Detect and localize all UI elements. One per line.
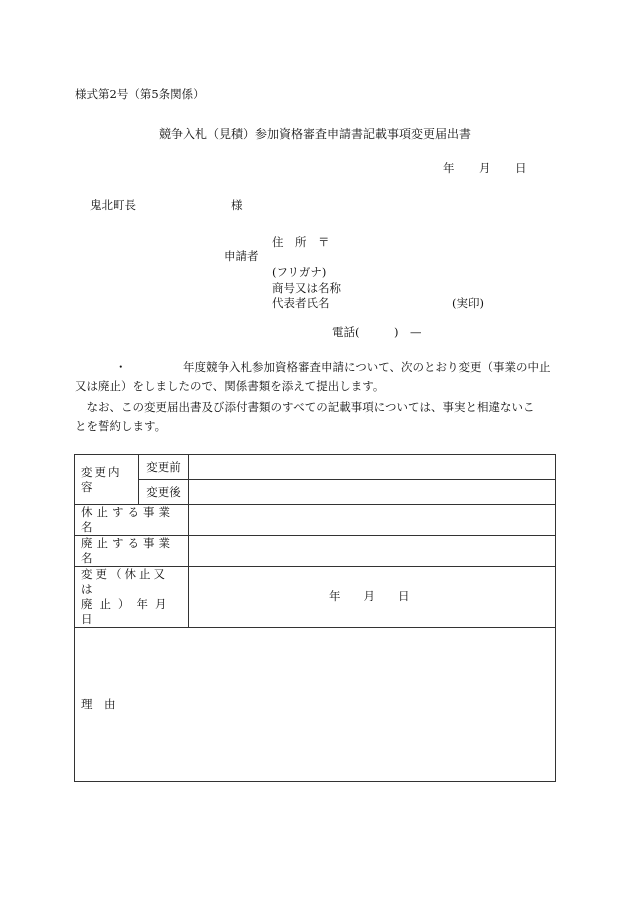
submission-date [443,161,527,176]
addressee: 鬼北町長 [90,198,136,212]
honorific: 様 [231,198,243,212]
date-month: 月 [479,161,491,175]
applicant-company: 商号又は名称 [272,281,341,295]
reason-label: 理 由 [81,696,116,711]
suspended-business-label: 休止する事業名 [75,505,189,536]
after-value[interactable] [189,480,556,505]
abolished-business-label: 廃止する事業名 [75,535,189,566]
date-year: 年 [443,161,455,175]
applicant-furigana: (フリガナ) [272,265,327,279]
seal-mark: (実印) [452,296,484,310]
after-label: 変更後 [139,480,189,505]
before-value[interactable] [189,455,556,480]
paragraph-1-line-2: 又は廃止）をしましたので、関係書類を添えて提出します。 [75,379,385,393]
date-day: 日 [515,161,527,175]
change-date-value[interactable]: 年 月 日 [189,566,556,627]
paragraph-2-line-2: とを誓約します。 [75,419,167,433]
change-content-label: 変更内容 [75,455,139,505]
body-paragraph-2 [75,400,555,438]
year-placeholder-dot: ・ [115,360,127,374]
applicant-representative: 代表者氏名 [272,296,330,310]
document-title: 競争入札（見積）参加資格審査申請書記載事項変更届出書 [158,127,471,141]
reason-field[interactable] [75,627,556,781]
paragraph-1-line-1: 年度競争入札参加資格審査申請について、次のとおり変更（事業の中止 [183,360,551,374]
change-form-table [74,454,556,782]
applicant-label: 申請者 [224,249,259,263]
form-number: 様式第2号（第5条関係） [75,87,205,101]
suspended-business-value[interactable] [189,505,556,536]
paragraph-2-line-1: なお、この変更届出書及び添付書類のすべての記載事項については、事実と相違ないこ [75,400,535,414]
abolished-business-value[interactable] [189,535,556,566]
before-label: 変更前 [139,455,189,480]
applicant-phone: 電話( ) — [332,325,422,339]
change-date-label: 変更（休止又は 廃止）年月日 [75,566,189,627]
body-paragraph-1 [75,360,555,398]
applicant-address: 住 所 〒 [272,235,330,249]
